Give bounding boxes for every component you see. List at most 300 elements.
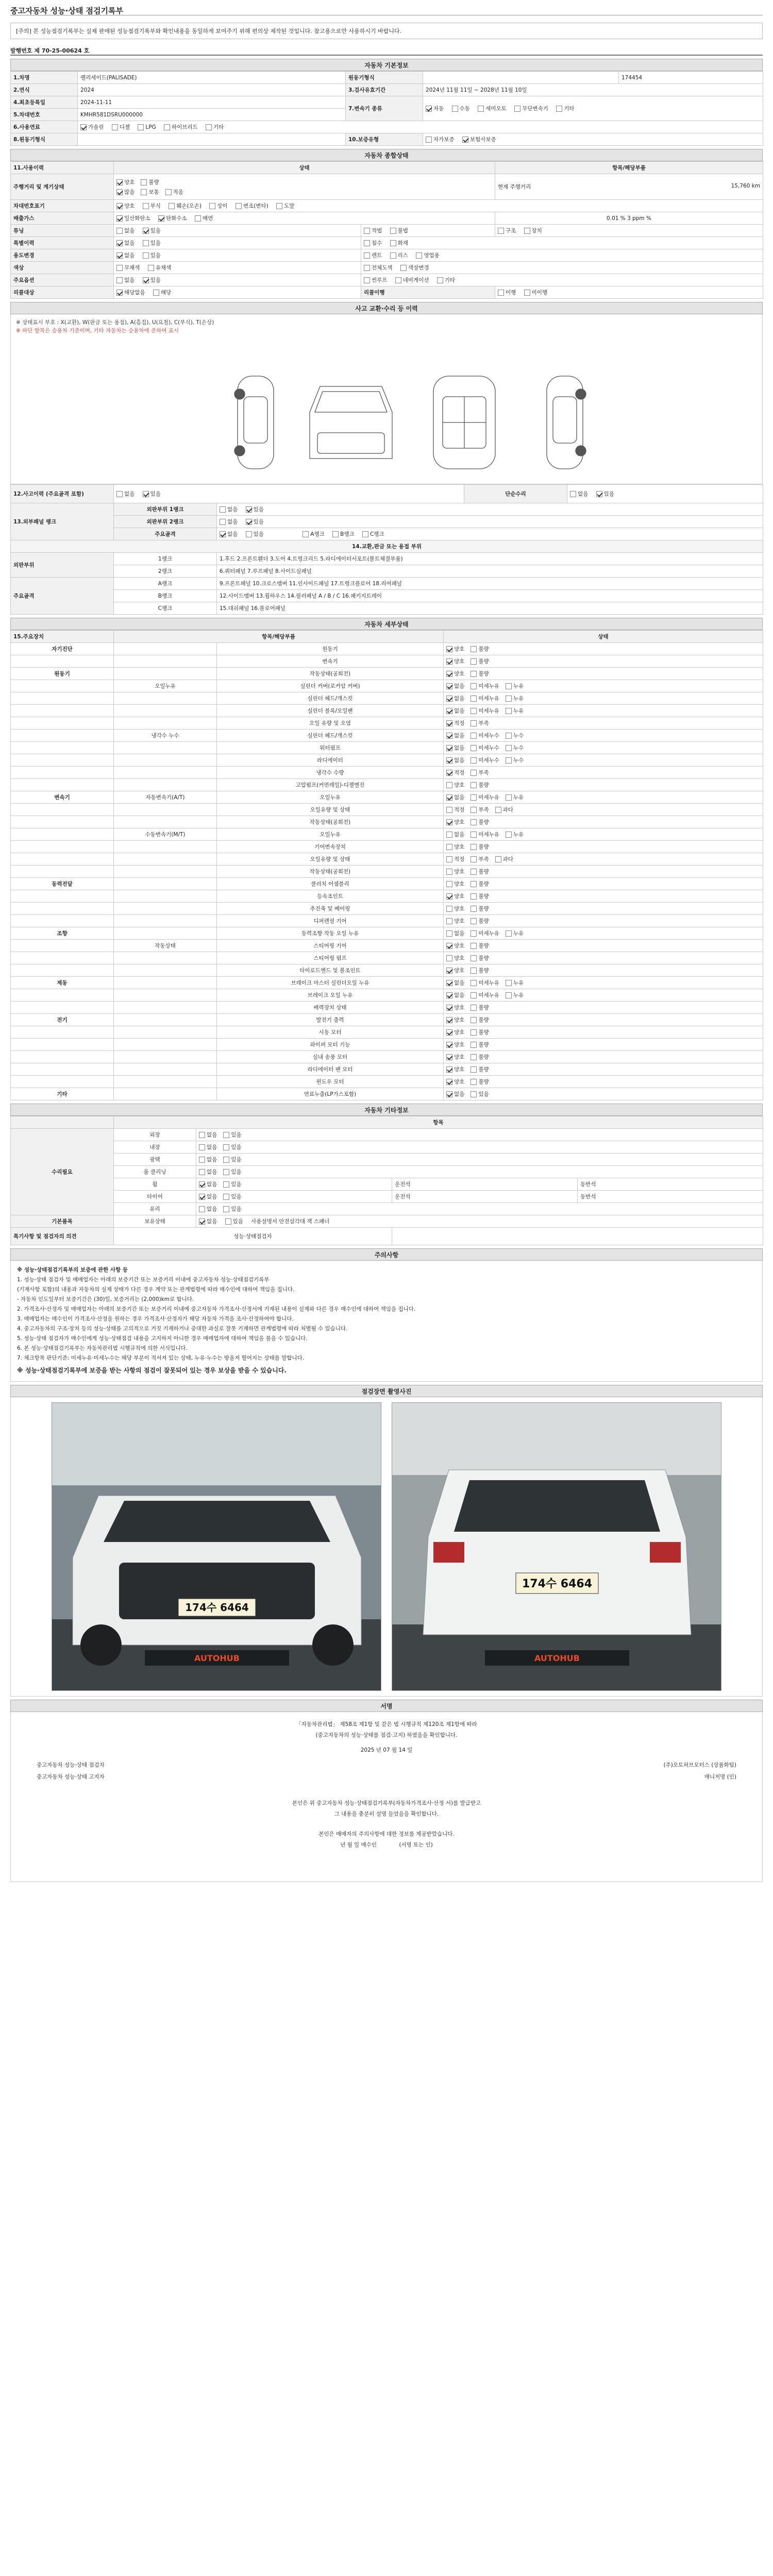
checkbox[interactable] xyxy=(364,265,370,271)
caution-item: 2. 가격조사·산정자 및 매매업자는 아래의 보증기간 또는 보증거리 이내에 중고자동차 가격조사·산정서에 기재된 내용이 실제와 다른 경우 매수인에 대하여 책임을 집니다. xyxy=(17,1306,416,1312)
checkbox[interactable] xyxy=(364,240,370,246)
engine-type xyxy=(423,72,619,84)
checkbox[interactable] xyxy=(446,968,452,974)
detail-row xyxy=(11,890,763,903)
checkbox[interactable] xyxy=(446,980,452,986)
row-label: 원동기형식 xyxy=(346,72,423,84)
checkbox[interactable] xyxy=(452,106,458,112)
basic-info-section xyxy=(10,59,763,146)
checkbox[interactable] xyxy=(506,930,512,937)
section-title: 자동차 종합상태 xyxy=(10,149,763,161)
status-options: 해당없음 해당 xyxy=(114,286,361,299)
checkbox[interactable] xyxy=(143,252,149,259)
checkbox[interactable] xyxy=(143,228,149,234)
checkbox[interactable] xyxy=(446,1017,452,1023)
checkbox[interactable] xyxy=(470,708,477,714)
checkbox-label: 적정 xyxy=(454,856,465,862)
checkbox[interactable] xyxy=(498,228,504,234)
status-options: 일산화탄소 탄화수소 매연 xyxy=(114,212,495,225)
checkbox[interactable] xyxy=(470,930,477,937)
detail-status xyxy=(444,866,763,878)
checkbox[interactable] xyxy=(446,671,452,677)
row-label: 3.검사유효기간 xyxy=(346,84,423,96)
status-options: 없음 있음 xyxy=(114,274,361,286)
detail-status xyxy=(444,940,763,952)
detail-row xyxy=(11,878,763,890)
checkbox[interactable] xyxy=(446,1079,452,1085)
passenger-side: 동반석 xyxy=(578,1178,763,1191)
emission-values: 0.01 % 3 ppm % xyxy=(495,212,763,225)
checkbox-label: 양호 xyxy=(454,1054,465,1060)
detail-group xyxy=(11,853,114,866)
detail-status xyxy=(444,952,763,964)
detail-item: 브레이크 오일 누유 xyxy=(217,989,444,1002)
rear-photo xyxy=(392,1402,721,1691)
checkbox[interactable] xyxy=(153,290,159,296)
checkbox-label: 누유 xyxy=(513,832,524,838)
checkbox[interactable] xyxy=(470,1066,477,1073)
checkbox[interactable] xyxy=(199,1206,205,1212)
checkbox-label: 양호 xyxy=(454,955,465,961)
row-label: 특기사항 및 점검자의 의견 xyxy=(11,1228,114,1245)
checkbox[interactable] xyxy=(470,671,477,677)
detail-group xyxy=(11,680,114,692)
checkbox[interactable] xyxy=(199,1144,205,1150)
checkbox-label: 양호 xyxy=(454,943,465,949)
checkbox[interactable] xyxy=(446,844,452,850)
detail-status xyxy=(444,1002,763,1014)
checkbox[interactable] xyxy=(556,106,562,112)
checkbox[interactable] xyxy=(390,240,396,246)
checkbox-label: 누유 xyxy=(513,980,524,986)
detail-row xyxy=(11,779,763,791)
checkbox[interactable] xyxy=(470,683,477,689)
checkbox[interactable] xyxy=(446,906,452,912)
checkbox[interactable] xyxy=(470,807,477,813)
status-options: 없음 있음 xyxy=(196,1129,763,1141)
checkbox[interactable] xyxy=(495,856,501,862)
checkbox[interactable] xyxy=(116,228,123,234)
checkbox[interactable] xyxy=(470,782,477,788)
checkbox[interactable] xyxy=(470,955,477,961)
checkbox[interactable] xyxy=(158,215,164,222)
front-car-image xyxy=(52,1403,381,1691)
detail-status xyxy=(444,705,763,717)
checkbox[interactable] xyxy=(246,531,252,537)
other-info-section xyxy=(10,1104,763,1245)
checkbox[interactable] xyxy=(446,930,452,937)
checkbox[interactable] xyxy=(506,733,512,739)
checkbox[interactable] xyxy=(470,980,477,986)
checkbox[interactable] xyxy=(446,794,452,801)
checkbox[interactable] xyxy=(223,1169,229,1175)
checkbox[interactable] xyxy=(303,531,309,537)
item-label: 보유상태 xyxy=(114,1215,196,1228)
checkbox[interactable] xyxy=(446,869,452,875)
row-label: 7.변속기 종류 xyxy=(346,96,423,121)
checkbox[interactable] xyxy=(506,696,512,702)
checkbox[interactable] xyxy=(570,491,576,497)
row-label: 리콜이행 xyxy=(361,286,495,299)
checkbox[interactable] xyxy=(524,290,530,296)
checkbox[interactable] xyxy=(220,531,226,537)
parts-items: 1.후드 2.프론트휀더 3.도어 4.트렁크리드 5.라디에이터서포트(볼트체결부품) xyxy=(217,553,763,565)
checkbox[interactable] xyxy=(446,1029,452,1036)
checkbox[interactable] xyxy=(80,124,87,130)
checkbox[interactable] xyxy=(596,491,602,497)
checkbox[interactable] xyxy=(446,1091,452,1097)
detail-group xyxy=(11,1002,114,1014)
detail-row xyxy=(11,730,763,742)
checkbox[interactable] xyxy=(195,215,201,222)
col-header: 상태 xyxy=(444,631,763,643)
checkbox[interactable] xyxy=(209,203,215,209)
checkbox[interactable] xyxy=(470,844,477,850)
checkbox[interactable] xyxy=(426,106,432,112)
checkbox[interactable] xyxy=(116,240,123,246)
checkbox[interactable] xyxy=(470,720,477,726)
checkbox[interactable] xyxy=(223,1132,229,1138)
checkbox[interactable] xyxy=(223,1157,229,1163)
checkbox[interactable] xyxy=(470,1054,477,1060)
checkbox[interactable] xyxy=(223,1144,229,1150)
checkbox-label: 양호 xyxy=(454,1005,465,1011)
checkbox[interactable] xyxy=(446,881,452,887)
detail-item: 오일누유 xyxy=(217,828,444,841)
checkbox[interactable] xyxy=(362,531,368,537)
detail-status xyxy=(444,754,763,767)
checkbox-label: 누수 xyxy=(513,757,524,764)
checkbox[interactable] xyxy=(470,881,477,887)
checkbox[interactable] xyxy=(220,519,226,525)
checkbox[interactable] xyxy=(446,955,452,961)
detail-status xyxy=(444,903,763,915)
row-label: 2.연식 xyxy=(11,84,78,96)
checkbox-label: 불량 xyxy=(478,968,489,974)
checkbox[interactable] xyxy=(116,265,123,271)
checkbox[interactable] xyxy=(400,265,407,271)
checkbox[interactable] xyxy=(446,733,452,739)
checkbox[interactable] xyxy=(446,745,452,751)
detail-item: 작동상태(공회전) xyxy=(217,668,444,680)
detail-row xyxy=(11,692,763,705)
detail-group xyxy=(11,964,114,977)
detail-row xyxy=(11,841,763,853)
checkbox[interactable] xyxy=(446,782,452,788)
checkbox[interactable] xyxy=(446,1005,452,1011)
detail-status xyxy=(444,717,763,730)
checkbox[interactable] xyxy=(506,683,512,689)
checkbox[interactable] xyxy=(470,992,477,998)
status-options: 렌트 리스 영업용 xyxy=(361,249,763,262)
checkbox[interactable] xyxy=(169,203,175,209)
checkbox[interactable] xyxy=(446,696,452,702)
checkbox[interactable] xyxy=(220,506,226,513)
checkbox-label: 없음 xyxy=(454,980,465,986)
detail-item: 스티어링 펌프 xyxy=(217,952,444,964)
detail-subgroup xyxy=(114,1063,217,1076)
detail-subgroup xyxy=(114,668,217,680)
checkbox[interactable] xyxy=(199,1169,205,1175)
checkbox[interactable] xyxy=(437,277,443,283)
row-label: 수리필요 xyxy=(11,1129,114,1215)
checkbox[interactable] xyxy=(223,1194,229,1200)
checkbox[interactable] xyxy=(470,1029,477,1036)
checkbox[interactable] xyxy=(446,1054,452,1060)
checkbox[interactable] xyxy=(364,277,370,283)
checkbox[interactable] xyxy=(116,215,123,222)
legend-line: ※ 하단 항목은 승용차 기준이며, 기타 자동차는 승용차에 준하여 표시 xyxy=(16,328,179,334)
checkbox[interactable] xyxy=(446,708,452,714)
checkbox[interactable] xyxy=(246,519,252,525)
parts-items: 9.프론트패널 10.크로스멤버 11.인사이드패널 17.트렁크플로어 18.리어패널 xyxy=(217,578,763,590)
checkbox[interactable] xyxy=(506,745,512,751)
row-label: 1.차명 xyxy=(11,72,78,84)
checkbox[interactable] xyxy=(470,968,477,974)
detail-group xyxy=(11,767,114,779)
checkbox-label: 양호 xyxy=(454,819,465,825)
checkbox-label: 불량 xyxy=(478,918,489,924)
detail-item: 고압펌프(커먼레일)-디젤엔진 xyxy=(217,779,444,791)
detail-item: 작동상태(공회전) xyxy=(217,816,444,828)
checkbox-label: 미세누유 xyxy=(478,708,499,714)
detail-item: 디퍼렌셜 기어 xyxy=(217,915,444,927)
row-label: 8.원동기형식 xyxy=(11,133,78,146)
checkbox[interactable] xyxy=(116,491,123,497)
checkbox[interactable] xyxy=(164,124,170,130)
checkbox[interactable] xyxy=(446,807,452,813)
checkbox-label: 미세누유 xyxy=(478,794,499,801)
item-label: 휠 xyxy=(114,1178,196,1191)
detail-row xyxy=(11,927,763,940)
checkbox-label: 불량 xyxy=(478,1079,489,1085)
checkbox[interactable] xyxy=(143,491,149,497)
checkbox[interactable] xyxy=(416,252,422,259)
checkbox[interactable] xyxy=(470,1042,477,1048)
general-condition-table xyxy=(10,161,763,299)
checkbox[interactable] xyxy=(478,106,484,112)
checkbox[interactable] xyxy=(199,1132,205,1138)
checkbox[interactable] xyxy=(446,856,452,862)
status-options: 없음 있음 xyxy=(196,1203,763,1215)
checkbox[interactable] xyxy=(246,506,252,513)
checkbox[interactable] xyxy=(364,228,370,234)
col-header: 15.주요장치 xyxy=(11,631,114,643)
checkbox[interactable] xyxy=(446,646,452,652)
checkbox[interactable] xyxy=(116,203,123,209)
checkbox[interactable] xyxy=(446,683,452,689)
checkbox[interactable] xyxy=(470,1079,477,1085)
checkbox[interactable] xyxy=(199,1181,205,1188)
detail-subgroup xyxy=(114,915,217,927)
checkbox[interactable] xyxy=(470,856,477,862)
checkbox[interactable] xyxy=(165,189,172,195)
detail-status xyxy=(444,841,763,853)
detail-subgroup xyxy=(114,1026,217,1039)
checkbox[interactable] xyxy=(470,1091,477,1097)
checkbox-label: 누유 xyxy=(513,992,524,998)
checkbox[interactable] xyxy=(148,265,154,271)
checkbox[interactable] xyxy=(223,1206,229,1212)
checkbox[interactable] xyxy=(116,290,123,296)
checkbox[interactable] xyxy=(138,124,144,130)
checkbox[interactable] xyxy=(143,277,149,283)
detail-item: 워터펌프 xyxy=(217,742,444,754)
checkbox[interactable] xyxy=(470,658,477,665)
checkbox[interactable] xyxy=(524,228,530,234)
checkbox[interactable] xyxy=(116,189,123,195)
checkbox[interactable] xyxy=(223,1181,229,1188)
checkbox[interactable] xyxy=(470,696,477,702)
detail-item: 변속기 xyxy=(217,655,444,668)
buyer-signature[interactable]: (서명 또는 인) xyxy=(399,1842,433,1848)
parts-rank: 1랭크 xyxy=(114,553,217,565)
detail-subgroup: 작동상태 xyxy=(114,940,217,952)
checkbox[interactable] xyxy=(470,906,477,912)
checkbox[interactable] xyxy=(332,531,339,537)
checkbox-label: 누수 xyxy=(513,745,524,751)
row-label: 13.외부패널 랭크 xyxy=(11,503,114,540)
checkbox[interactable] xyxy=(446,1042,452,1048)
checkbox[interactable] xyxy=(446,832,452,838)
status-options: 침수 화재 xyxy=(361,237,763,249)
checkbox[interactable] xyxy=(112,124,118,130)
detail-row xyxy=(11,804,763,816)
checkbox-label: 불량 xyxy=(478,782,489,788)
checkbox-label: 양호 xyxy=(454,658,465,665)
checkbox[interactable] xyxy=(390,252,396,259)
mileage-value: 15,760 km xyxy=(731,183,761,189)
detail-subgroup xyxy=(114,977,217,989)
status-options: 없음 있음 A랭크 B랭크 C랭크 xyxy=(217,528,763,540)
checkbox[interactable] xyxy=(470,893,477,900)
checkbox-label: 부족 xyxy=(478,807,489,813)
checkbox[interactable] xyxy=(506,832,512,838)
checkbox[interactable] xyxy=(426,137,432,143)
checkbox[interactable] xyxy=(446,918,452,924)
checkbox-label: 미세누유 xyxy=(478,980,499,986)
checkbox-label: 양호 xyxy=(454,869,465,875)
checkbox[interactable] xyxy=(446,1066,452,1073)
checkbox[interactable] xyxy=(446,658,452,665)
checkbox[interactable] xyxy=(116,277,123,283)
row-sub-label: 외판부위 1랭크 xyxy=(114,503,217,516)
detail-group: 전기 xyxy=(11,1014,114,1026)
checkbox[interactable] xyxy=(364,252,370,259)
plate-text: 174수 6464 xyxy=(185,1601,249,1614)
checkbox[interactable] xyxy=(470,794,477,801)
parts-group: 외판부위 xyxy=(11,553,114,578)
checkbox[interactable] xyxy=(236,203,242,209)
checkbox[interactable] xyxy=(470,869,477,875)
checkbox[interactable] xyxy=(390,228,396,234)
checkbox[interactable] xyxy=(446,893,452,900)
photo-row xyxy=(10,1397,763,1697)
checkbox[interactable] xyxy=(470,745,477,751)
checkbox[interactable] xyxy=(141,179,147,185)
checkbox[interactable] xyxy=(446,757,452,764)
checkbox[interactable] xyxy=(446,720,452,726)
checkbox[interactable] xyxy=(276,203,282,209)
checkbox[interactable] xyxy=(446,819,452,825)
checkbox[interactable] xyxy=(470,646,477,652)
checkbox[interactable] xyxy=(506,708,512,714)
checkbox[interactable] xyxy=(199,1157,205,1163)
section-title: 자동차 기본정보 xyxy=(10,59,763,71)
section-title: 사고 교환·수리 등 이력 xyxy=(10,302,763,314)
checkbox[interactable] xyxy=(446,992,452,998)
checkbox[interactable] xyxy=(206,124,212,130)
detail-item: 발전기 출력 xyxy=(217,1014,444,1026)
checkbox[interactable] xyxy=(470,770,477,776)
parts-items: 12.사이드멤버 13.휠하우스 14.필러패널 A / B / C 16.패키지트레이 xyxy=(217,590,763,602)
checkbox[interactable] xyxy=(116,252,123,259)
checkbox-label: 없음 xyxy=(454,696,465,702)
checkbox[interactable] xyxy=(470,1005,477,1011)
checkbox[interactable] xyxy=(446,770,452,776)
status-options: 없음 있음 사용설명서 안전삼각대 잭 스패너 xyxy=(196,1215,763,1228)
checkbox-label: 과다 xyxy=(502,856,513,862)
checkbox[interactable] xyxy=(506,992,512,998)
checkbox[interactable] xyxy=(506,757,512,764)
checkbox[interactable] xyxy=(446,943,452,949)
checkbox[interactable] xyxy=(470,943,477,949)
detail-subgroup: 냉각수 누수 xyxy=(114,730,217,742)
checkbox[interactable] xyxy=(225,1218,231,1225)
status-options: 썬루프 네비게이션 기타 xyxy=(361,274,763,286)
detail-status xyxy=(444,692,763,705)
checkbox[interactable] xyxy=(498,290,504,296)
checkbox[interactable] xyxy=(506,794,512,801)
checkbox[interactable] xyxy=(470,733,477,739)
checkbox[interactable] xyxy=(470,757,477,764)
detail-group xyxy=(11,866,114,878)
checkbox[interactable] xyxy=(395,277,401,283)
checkbox[interactable] xyxy=(462,137,468,143)
checkbox[interactable] xyxy=(199,1218,205,1225)
row-label: 색상 xyxy=(11,262,114,274)
detail-subgroup xyxy=(114,754,217,767)
checkbox[interactable] xyxy=(143,203,149,209)
section-title: 점검장면 촬영사진 xyxy=(10,1385,763,1397)
inspector-label: 성능·상태점검자 xyxy=(114,1228,392,1245)
checkbox[interactable] xyxy=(514,106,520,112)
checkbox-label: 불량 xyxy=(478,943,489,949)
checkbox[interactable] xyxy=(116,179,123,185)
checkbox-label: 양호 xyxy=(454,1042,465,1048)
checkbox[interactable] xyxy=(506,980,512,986)
checkbox[interactable] xyxy=(199,1194,205,1200)
detail-group xyxy=(11,940,114,952)
detail-group xyxy=(11,890,114,903)
checkbox[interactable] xyxy=(143,240,149,246)
detail-group: 동력전달 xyxy=(11,878,114,890)
checkbox-label: 양호 xyxy=(454,968,465,974)
checkbox[interactable] xyxy=(470,832,477,838)
item-label: 내장 xyxy=(114,1141,196,1154)
checkbox[interactable] xyxy=(470,1017,477,1023)
checkbox[interactable] xyxy=(470,819,477,825)
detail-subgroup: 수동변속기(M/T) xyxy=(114,828,217,841)
checkbox[interactable] xyxy=(141,189,147,195)
detail-row xyxy=(11,1076,763,1088)
checkbox[interactable] xyxy=(470,918,477,924)
detail-group xyxy=(11,989,114,1002)
buyer-sign-line: 년 월 일 매수인 (서명 또는 인) xyxy=(340,1842,433,1848)
receive-line: 그 내용을 충분히 설명 들었음을 확인합니다. xyxy=(334,1811,439,1817)
detail-row xyxy=(11,952,763,964)
checkbox[interactable] xyxy=(495,807,501,813)
